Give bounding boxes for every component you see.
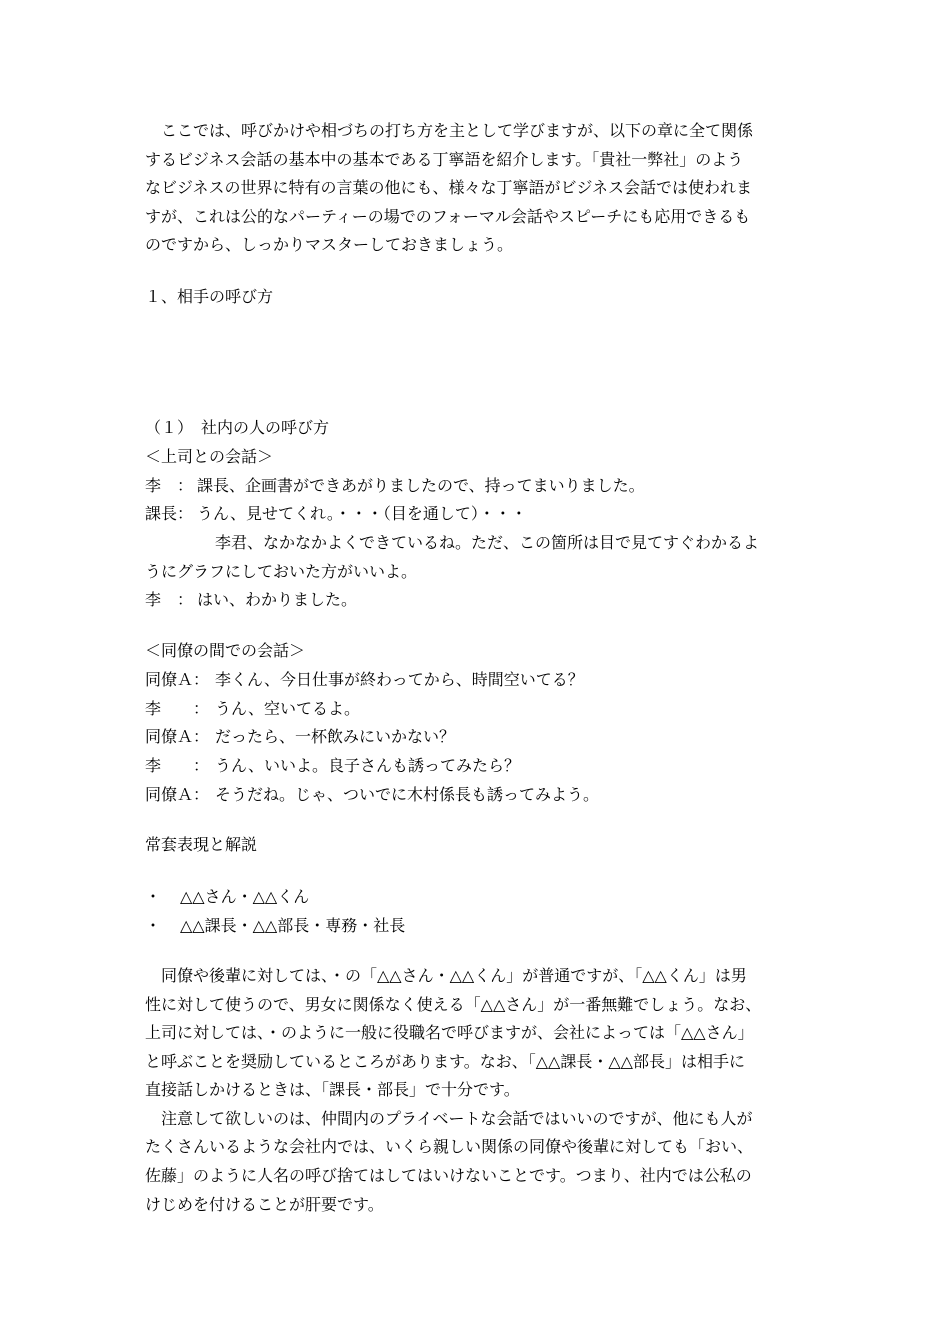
speech-text: うん、空いてるよ。 bbox=[215, 699, 360, 718]
explanation-line: 上司に対しては、・のように一般に役職名で呼びますが、会社によっては「△△さん」 bbox=[145, 1023, 754, 1042]
subsection-heading: （１） 社内の人の呼び方 bbox=[145, 418, 330, 437]
bullet: ・ bbox=[145, 887, 162, 906]
speaker-label: 同僚Ａ： bbox=[145, 727, 210, 746]
intro-line: ここでは、呼びかけや相づちの打ち方を主として学びますが、以下の章に全て関係 bbox=[145, 121, 754, 140]
intro-line: するビジネス会話の基本中の基本である丁寧語を紹介します。「貴社一弊社」のよう bbox=[145, 150, 744, 169]
dialogue-title: ＜同僚の間での会話＞ bbox=[145, 641, 306, 660]
caution-line: けじめを付けることが肝要です。 bbox=[145, 1195, 384, 1214]
speaker-label: 李 ： bbox=[145, 590, 194, 609]
explanation-line: 直接話しかけるときは、「課長・部長」で十分です。 bbox=[145, 1080, 520, 1099]
speaker-label: 李 ： bbox=[145, 756, 210, 775]
bullet: ・ bbox=[145, 916, 162, 935]
speaker-label: 同僚Ａ： bbox=[145, 785, 210, 804]
caution-line: 佐藤」のように人名の呼び捨てはしてはいけないことです。つまり、社内では公私の bbox=[145, 1166, 752, 1185]
expressions-heading: 常套表現と解説 bbox=[145, 835, 258, 854]
speech-text: 李くん、今日仕事が終わってから、時間空いてる？ bbox=[215, 670, 584, 689]
speech-continuation: 李君、なかなかよくできているね。ただ、この箇所は目で見てすぐわかるよ bbox=[215, 533, 760, 552]
speaker-label: 課長： bbox=[145, 504, 194, 523]
speech-continuation: うにグラフにしておいた方がいいよ。 bbox=[145, 562, 418, 581]
intro-line: すが、これは公的なパーティーの場でのフォーマル会話やスピーチにも応用できるも bbox=[145, 207, 751, 226]
intro-line: なビジネスの世界に特有の言葉の他にも、様々な丁寧語がビジネス会話では使われま bbox=[145, 178, 753, 197]
speech-text: うん、いいよ。良子さんも誘ってみたら？ bbox=[215, 756, 520, 775]
speaker-label: 同僚Ａ： bbox=[145, 670, 210, 689]
expression-text: △△さん・△△くん bbox=[180, 887, 310, 906]
speech-text: そうだね。じゃ、ついでに木村係長も誘ってみよう。 bbox=[215, 785, 600, 804]
dialogue-title: ＜上司との会話＞ bbox=[145, 447, 274, 466]
explanation-line: 同僚や後輩に対しては、・の「△△さん・△△くん」が普通ですが、「△△くん」は男 bbox=[145, 966, 747, 985]
speaker-label: 李 ： bbox=[145, 699, 210, 718]
caution-line: たくさんいるような会社内では、いくら親しい関係の同僚や後輩に対しても「おい、 bbox=[145, 1137, 754, 1156]
speech-text: うん、見せてくれ。・・・（目を通して）・・・ bbox=[197, 504, 527, 523]
section-heading: １、相手の呼び方 bbox=[145, 287, 274, 306]
intro-line: のですから、しっかりマスターしておきましょう。 bbox=[145, 235, 514, 254]
speaker-label: 李 ： bbox=[145, 476, 194, 495]
expression-text: △△課長・△△部長・専務・社長 bbox=[180, 916, 406, 935]
explanation-line: と呼ぶことを奨励しているところがあります。なお、「△△課長・△△部長」は相手に bbox=[145, 1052, 745, 1071]
explanation-line: 性に対して使うので、男女に関係なく使える「△△さん」が一番無難でしょう。なお、 bbox=[145, 995, 762, 1014]
speech-text: だったら、一杯飲みにいかない？ bbox=[215, 727, 456, 746]
caution-line: 注意して欲しいのは、仲間内のプライベートな会話ではいいのですが、他にも人が bbox=[145, 1109, 753, 1128]
speech-text: はい、わかりました。 bbox=[197, 590, 358, 609]
speech-text: 課長、企画書ができあがりましたので、持ってまいりました。 bbox=[197, 476, 645, 495]
